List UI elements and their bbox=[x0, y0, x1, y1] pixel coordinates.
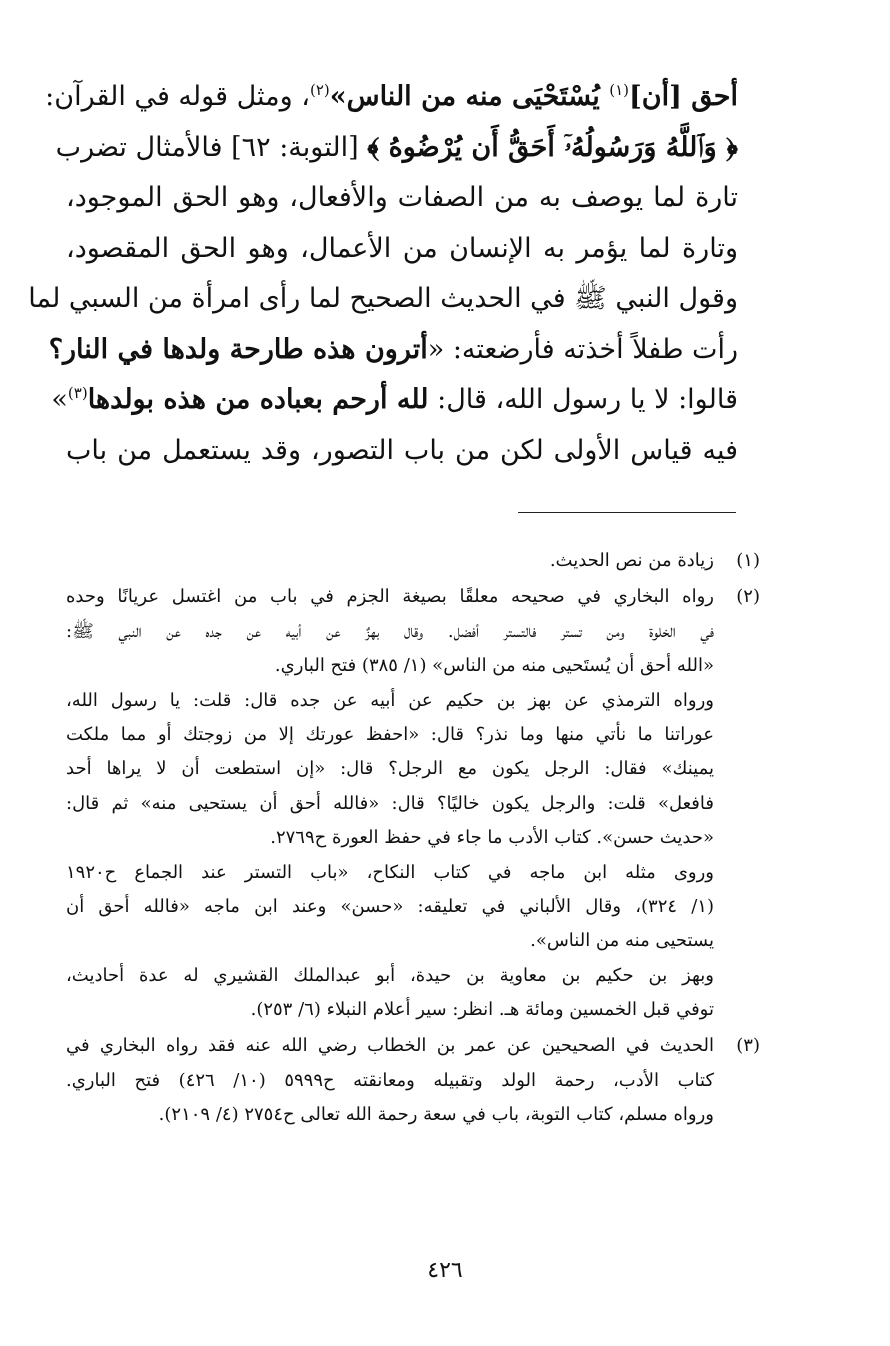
footnote-ref: (١) bbox=[609, 81, 629, 99]
footnote-paragraph bbox=[66, 544, 714, 578]
footnote-line: الحديث في الصحيحين عن عمر بن الخطاب رضي الله عنه فقد رواه البخاري في bbox=[66, 1035, 715, 1057]
footnote-paragraph bbox=[66, 1029, 714, 1132]
main-line-6 bbox=[48, 325, 738, 376]
footnote-number: (١) bbox=[736, 550, 760, 571]
text-segment: تارة لما يوصف به من الصفات والأفعال، وهو الحق الموجود، bbox=[66, 182, 738, 213]
footnote-paragraph bbox=[66, 856, 714, 959]
text-segment: وقول النبي ﷺ في الحديث الصحيح لما رأى امرأة من السبي لما bbox=[28, 283, 738, 314]
footnote-line: زيادة من نص الحديث. bbox=[549, 550, 714, 571]
footnote-line: «الله أحق أن يُستَحيى منه من الناس» (١/ ٣٨٥) فتح الباري. bbox=[274, 655, 714, 677]
footnote-line: رواه البخاري في صحيحه معلقًا بصيغة الجزم في باب من اغتسل عريانًا وحده bbox=[66, 586, 714, 608]
footnote-line: في الخلوة ومن تستر فالتستر أفضل. وقال بهزٌ عن أبيه عن جده عن النبي ﷺ: bbox=[66, 620, 714, 642]
footnote-line: يستحيى منه من الناس». bbox=[530, 930, 714, 952]
footnote-line: كتاب الأدب، رحمة الولد وتقبيله ومعانقته ح٥٩٩٩ (١٠/ ٤٢٦) فتح الباري. bbox=[66, 1069, 715, 1091]
text-segment: ، ومثل قوله في القرآن: bbox=[45, 81, 310, 112]
text-segment: وتارة لما يؤمر به الإنسان من الأعمال، وهو الحق المقصود، bbox=[66, 232, 738, 264]
main-line-1 bbox=[45, 72, 738, 123]
quran-verse: ﴿ وَٱللَّهُ وَرَسُولُهُۥٓ أَحَقُّ أَن يُرْضُوهُ ﴾ bbox=[367, 131, 738, 163]
footnote-number: (٢) bbox=[736, 586, 760, 608]
main-line-4 bbox=[66, 224, 738, 275]
footnote bbox=[66, 580, 760, 1027]
footnote bbox=[66, 1029, 760, 1132]
main-line-2 bbox=[55, 123, 738, 174]
text-segment: فيه قياس الأولى لكن من باب التصور، وقد يستعمل من باب bbox=[66, 434, 738, 466]
footnote-ref: (٢) bbox=[309, 81, 330, 99]
hadith-quote: أترون هذه طارحة ولدها في النار؟ bbox=[48, 333, 428, 365]
footnote-number: (٣) bbox=[736, 1035, 760, 1057]
text-segment: [التوبة: ٦٢] فالأمثال تضرب bbox=[55, 131, 368, 163]
main-line-8 bbox=[66, 426, 738, 477]
footnote-paragraph bbox=[66, 684, 714, 856]
footnote-line: توفي قبل الخمسين ومائة هـ. انظر: سير أعلام النبلاء (٦/ ٢٥٣). bbox=[250, 999, 714, 1021]
footnote-line: عوراتنا ما نأتي منها وما نذر؟ قال: «احفظ عورتك إلا من زوجتك أو مما ملكت bbox=[66, 723, 714, 745]
footnote-paragraph bbox=[66, 959, 714, 1028]
main-text-block bbox=[28, 72, 738, 476]
text-segment: قالوا: لا يا رسول الله، قال: bbox=[428, 384, 738, 415]
footnote bbox=[66, 544, 760, 578]
footnote-line: يمينك» فقال: الرجل يكون مع الرجل؟ قال: «إن استطعت أن لا يراها أحد bbox=[66, 758, 714, 780]
text-segment: » bbox=[51, 384, 68, 415]
main-line-5 bbox=[28, 274, 738, 325]
footnotes-block bbox=[66, 544, 760, 1135]
footnote-line: وروى مثله ابن ماجه في كتاب النكاح، «باب التستر عند الجماع ح١٩٢٠ bbox=[66, 861, 714, 883]
footnote-paragraph bbox=[66, 580, 714, 683]
footnote-ref: (٣) bbox=[67, 384, 88, 402]
footnote-line: «حديث حسن». كتاب الأدب ما جاء في حفظ العورة ح٢٧٦٩. bbox=[270, 827, 714, 849]
hadith-quote: لله أرحم بعباده من هذه بولدها bbox=[87, 384, 429, 415]
footnote-line: ورواه الترمذي عن بهز بن حكيم عن أبيه عن جده قال: قلت: يا رسول الله، bbox=[66, 689, 714, 711]
footnote-line: ورواه مسلم، كتاب التوبة، باب في سعة رحمة الله تعالى ح٢٧٥٤ (٤/ ٢١٠٩). bbox=[158, 1104, 714, 1126]
main-line-3 bbox=[66, 173, 738, 224]
text-segment: أحق [أن] bbox=[629, 81, 738, 112]
footnote-line: فافعل» قلت: والرجل يكون خاليًا؟ قال: «فالله أحق أن يستحيى منه» ثم قال: bbox=[66, 792, 714, 814]
text-segment: يُسْتَحْيَى منه من الناس» bbox=[329, 81, 610, 112]
footnote-line: (١/ ٣٢٤)، وقال الألباني في تعليقه: «حسن» وعند ابن ماجه «فالله أحق أن bbox=[66, 895, 714, 917]
footnote-separator bbox=[518, 512, 736, 513]
page-number: ٤٢٦ bbox=[427, 1258, 463, 1283]
text-segment: رأت طفلاً أخذته فأرضعته: « bbox=[427, 333, 738, 365]
main-line-7 bbox=[51, 375, 738, 426]
footnote-line: وبهز بن حكيم بن معاوية بن حيدة، أبو عبدالملك القشيري له عدة أحاديث، bbox=[66, 964, 714, 986]
